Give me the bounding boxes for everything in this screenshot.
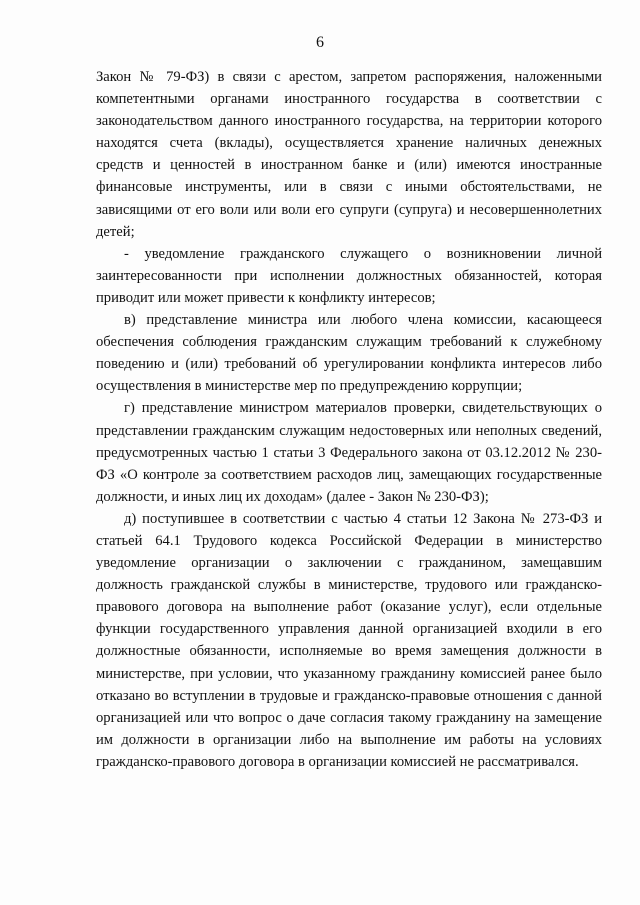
paragraph-item-d: д) поступившее в соответствии с частью 4 статьи 12 Закона № 273-ФЗ и статьей 64.1 Трудового кодекса Российской Федерации в министерство уведомление организации о заключении с гражданином, замещавшим должность гражданской службы в министерстве, трудового или гражданско-правового договора на выполнение работ (оказание услуг), если отдельные функции государственного управления данной организацией входили в его должностные обязанности, исполняемые во время замещения должности в министерстве, при условии, что указанному гражданину комиссией ранее было отказано во вступлении в трудовые и гражданско-правовые отношения с данной организацией или что вопрос о даче согласия такому гражданину на замещение им должности в организации либо на выполнение им работы на условиях гражданско-правового договора в организации комиссией не рассматривался. [96, 510, 602, 770]
paragraph-notification-conflict: - уведомление гражданского служащего о возникновении личной заинтересованности при исполнении должностных обязанностей, которая приводит или может привести к конфликту интересов; [96, 245, 602, 306]
document-body [96, 66, 602, 773]
paragraph-continuation: Закон № 79-ФЗ) в связи с арестом, запретом распоряжения, наложенными компетентными органами иностранного государства в соответствии с законодательством данного иностранного государства, на территории которого находятся счета (вклады), осуществляется хранение наличных денежных средств и ценностей в иностранном банке и (или) имеются иностранные финансовые инструменты, или в связи с иными обстоятельствами, не зависящими от его воли или воли его супруги (супруга) и несовершеннолетних детей; [96, 69, 602, 240]
page-number: 6 [316, 34, 324, 51]
paragraph-item-v: в) представление министра или любого члена комиссии, касающееся обеспечения соблюдения гражданским служащим требований к служебному поведению и (или) требований об урегулировании конфликта интересов либо осуществления в министерстве мер по предупреждению коррупции; [96, 312, 602, 395]
paragraph-item-g: г) представление министром материалов проверки, свидетельствующих о представлении гражданским служащим недостоверных или неполных сведений, предусмотренных частью 1 статьи 3 Федерального закона от 03.12.2012 № 230-ФЗ «О контроле за соответствием расходов лиц, замещающих государственные должности, и иных лиц их доходам» (далее - Закон № 230-ФЗ); [96, 400, 602, 505]
